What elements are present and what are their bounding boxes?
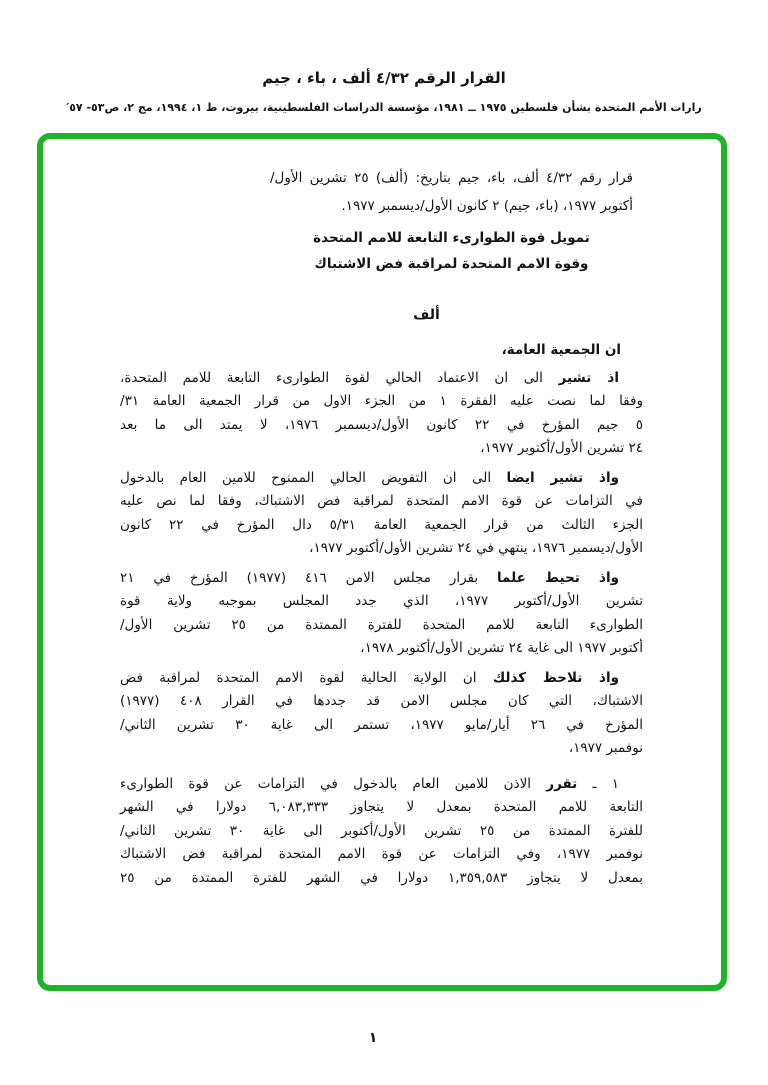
- paragraph-line: واذ تحيط علما بقرار مجلس الامن ٤١٦ (١٩٧٧) المؤرخ في ٢١: [120, 569, 620, 586]
- lead-emphasis: تقرر: [546, 775, 578, 792]
- paragraph-line: نوفمبر ١٩٧٧،: [568, 740, 643, 756]
- paragraph-line: اذ تشير الى ان الاعتماد الحالي لقوة الطوارىء التابعة للامم المتحدة،: [120, 369, 619, 386]
- paragraph-line: أكتوبر ١٩٧٧ الى غاية ٢٤ تشرين الأول/أكتوبر ١٩٧٨،: [360, 640, 643, 656]
- intro-line: أكتوبر ١٩٧٧، (باء، جيم) ٢ كانون الأول/ديسمبر ١٩٧٧.: [341, 198, 633, 214]
- lead-emphasis: اذ تشير: [558, 369, 619, 386]
- paragraph: [120, 567, 643, 661]
- paragraph-line: للفترة الممتدة من ٢٥ تشرين الأول/أكتوبر الى غاية ٣٠ تشرين الثاني/: [120, 822, 643, 839]
- operative-paragraph-1: [120, 773, 643, 891]
- paragraph-line: التابعة للامم المتحدة بمعدل لا يتجاوز ٦,٠٨٣,٣٣٣ دولارا في الشهر: [120, 799, 643, 815]
- preamble-opening: ان الجمعية العامة،: [501, 342, 621, 358]
- section-heading-alef: ألف: [413, 307, 440, 323]
- lead-emphasis: واذ تحيط علما: [496, 569, 620, 586]
- lead-emphasis: واذ تشير ايضا: [506, 469, 619, 486]
- paragraph-line: ٢٤ تشرين الأول/أكتوبر ١٩٧٧،: [480, 440, 643, 456]
- paragraph-line: وفقا لما نصت عليه الفقرة ١ من الجزء الاول من قرار الجمعية العامة ٣١/: [120, 393, 643, 409]
- document-body: [120, 164, 643, 890]
- document-title-line: وقوة الامم المتحدة لمراقبة فض الاشتباك: [314, 256, 589, 272]
- paragraph-line: المؤرخ في ٢٦ أيار/مايو ١٩٧٧، تستمر الى غاية ٣٠ تشرين الثاني/: [120, 716, 643, 733]
- paragraph-line: الطوارىء التابعة للامم المتحدة للفترة الممتدة من ٢٥ تشرين الأول/: [120, 616, 643, 633]
- document-title: [270, 225, 643, 277]
- paragraph-line: بمعدل لا يتجاوز ١,٣٥٩,٥٨٣ دولارا في الشهر للفترة الممتدة من ٢٥: [120, 869, 643, 886]
- paragraph-line: ٥ جيم المؤرخ في ٢٢ كانون الأول/ديسمبر ١٩٧٦، لا يمتد الى ما بعد: [120, 416, 643, 433]
- paragraph-line: الجزء الثالث من قرار الجمعية العامة ٥/٣١ دال المؤرخ في ٢٢ كانون: [120, 516, 643, 533]
- paragraph: [120, 367, 643, 461]
- paragraph-line: تشرين الأول/أكتوبر ١٩٧٧، الذي جدد المجلس بموجبه ولاية قوة: [120, 593, 643, 609]
- lead-emphasis: واذ تلاحظ كذلك: [492, 669, 619, 686]
- paragraph-line: واذ تلاحظ كذلك ان الولاية الحالية لقوة الامم المتحدة لمراقبة فض: [120, 669, 619, 686]
- intro-line: قرار رقم ٤/٣٢ ألف، باء، جيم بتاريخ: (ألف) ٢٥ تشرين الأول/: [270, 170, 633, 186]
- paragraph-line: واذ تشير ايضا الى ان التفويض الحالي الممنوح للامين العام بالدخول: [120, 469, 619, 486]
- page-number: ١: [368, 1030, 378, 1046]
- paragraph-line: نوفمبر ١٩٧٧، وفي التزامات عن قوة الامم المتحدة لمراقبة فض الاشتباك: [120, 846, 643, 862]
- paragraph-line: الاشتباك، التي كان مجلس الامن قد جددها في القرار ٤٠٨ (١٩٧٧): [120, 693, 643, 709]
- paragraph: [120, 467, 643, 561]
- paragraph: [120, 667, 643, 761]
- paragraph-number: ١ ـ: [577, 775, 619, 792]
- paragraph-line: الأول/ديسمبر ١٩٧٦، ينتهي في ٢٤ تشرين الأول/أكتوبر ١٩٧٧،: [309, 540, 643, 556]
- paragraph-line: في التزامات عن قوة الامم المتحدة لمراقبة فض الاشتباك، وفقا لما نص عليه: [120, 493, 643, 509]
- page-header-title: القرار الرقم ٤/٣٢ ألف ، باء ، جيم: [262, 69, 506, 87]
- resolution-intro: [270, 164, 643, 220]
- paragraph-line: ١ ـ تقرر الاذن للامين العام بالدخول في التزامات عن قوة الطوارىء: [120, 775, 619, 792]
- source-citation: رارات الأمم المتحدة بشأن فلسطين ١٩٧٥ ــ ١٩٨١، مؤسسة الدراسات الفلسطينية، بيروت، ط ١، ١٩٩٤، مج ٢، ص٥٣- ٥٧′: [66, 101, 702, 114]
- document-title-line: تمويل قوة الطوارىء التابعة للامم المتحدة: [313, 230, 590, 246]
